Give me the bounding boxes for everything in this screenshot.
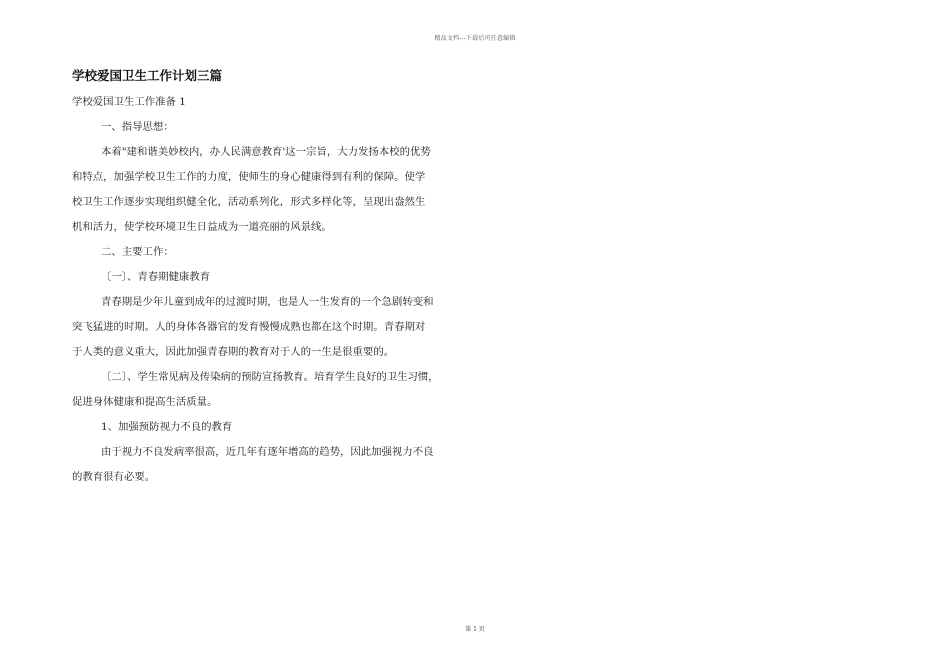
text-line: 学校爱国卫生工作准备 1 bbox=[72, 96, 186, 108]
text-line: 和特点，加强学校卫生工作的力度，使师生的身心健康得到有利的保障。使学 bbox=[72, 171, 426, 183]
text-line: 由于视力不良发病率很高，近几年有逐年增高的趋势，因此加强视力不良 bbox=[101, 446, 434, 458]
text-line: 促进身体健康和提高生活质量。 bbox=[72, 396, 218, 408]
text-line: 于人类的意义重大，因此加强青春期的教育对于人的一生是很重要的。 bbox=[72, 346, 395, 358]
text-line: 〔一〕、青春期健康教育 bbox=[101, 271, 211, 283]
text-line: 的教育很有必要。 bbox=[72, 471, 156, 483]
text-line: 机和活力，使学校环境卫生日益成为一道亮丽的风景线。 bbox=[72, 221, 332, 233]
header-note: 精品文档---下载后可任意编辑 bbox=[434, 35, 516, 42]
document-title: 学校爱国卫生工作计划三篇 bbox=[72, 68, 223, 83]
document-body bbox=[72, 95, 472, 495]
text-line: 青春期是少年儿童到成年的过渡时期，也是人一生发育的一个急剧转变和 bbox=[101, 296, 434, 308]
text-line: 二、主要工作： bbox=[101, 246, 174, 258]
text-line: 1、加强预防视力不良的教育 bbox=[101, 421, 233, 433]
text-line: 校卫生工作逐步实现组织健全化，活动系列化，形式多样化等，呈现出盎然生 bbox=[72, 196, 426, 208]
page-number: 第 1 页 bbox=[465, 626, 485, 633]
text-line: 〔二〕、学生常见病及传染病的预防宣扬教育。培育学生良好的卫生习惯， bbox=[101, 371, 439, 383]
text-line: 本着"建和谐美妙校内，办人民满意教育'这一宗旨，大力发扬本校的优势 bbox=[101, 146, 431, 158]
text-line: 一、指导思想： bbox=[101, 121, 174, 133]
text-line: 突飞猛进的时期。人的身体各器官的发育慢慢成熟也都在这个时期。青春期对 bbox=[72, 321, 426, 333]
